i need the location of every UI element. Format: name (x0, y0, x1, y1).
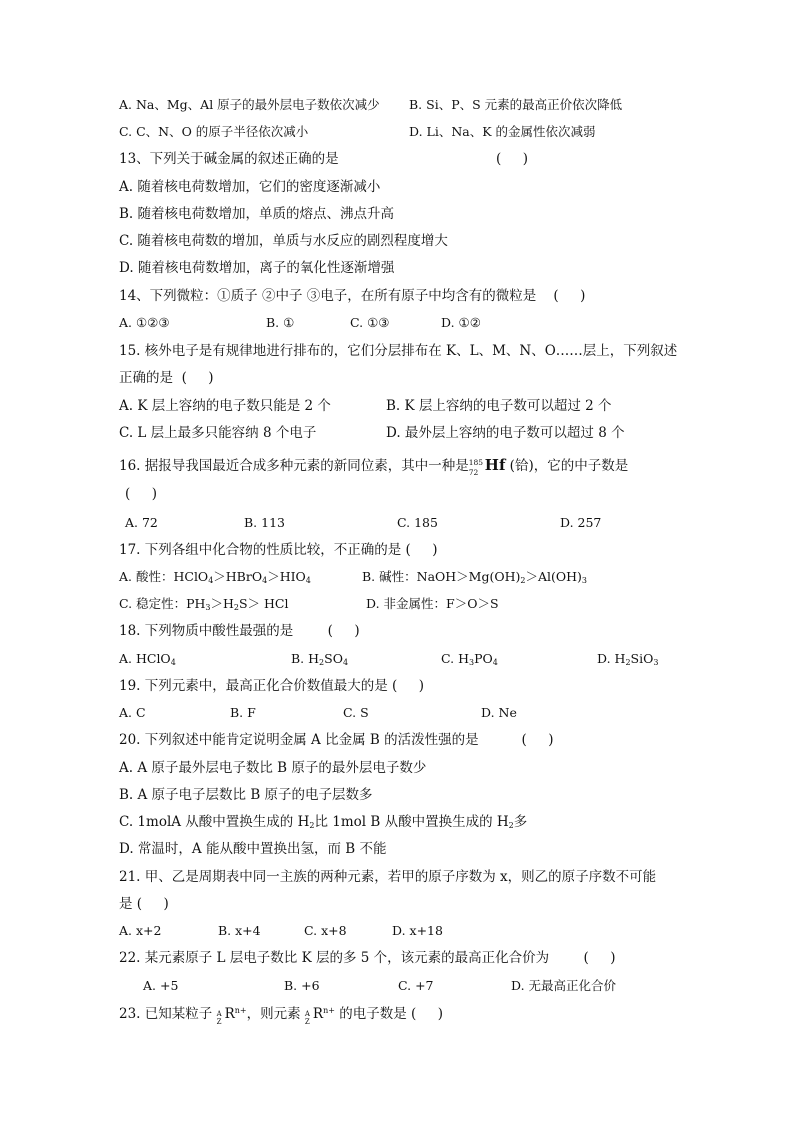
subscript: 3 (468, 658, 475, 667)
q18-b-text: SO (324, 651, 343, 666)
element-notation (304, 1005, 313, 1026)
q12-option-d: D. Li、Na、K 的金属性依次减弱 (409, 124, 596, 139)
q15-option-a: A. K 层上容纳的电子数只能是 2 个 (119, 398, 331, 414)
q15-option-d: D. 最外层上容纳的电子数可以超过 8 个 (386, 425, 625, 441)
q21-option-d: D. x+18 (392, 923, 443, 938)
q20-option-c (119, 813, 527, 831)
subscript: 2 (319, 658, 325, 667)
q14-option-d: D. ①② (441, 315, 481, 330)
q13-option-b: B. 随着核电荷数增加，单质的熔点、沸点升高 (119, 206, 395, 222)
q18-option-b (291, 650, 348, 668)
q16-option-d: D. 257 (560, 515, 602, 530)
q16-option-c: C. 185 (397, 515, 438, 530)
q22-option-c: C. +7 (398, 978, 434, 993)
q21-stem-line-1: 21. 甲、乙是周期表中同一主族的两种元素，若甲的原子序数为 x，则乙的原子序数不可能 (119, 869, 657, 885)
q20-c-text: 比 1mol B 从酸中置换生成的 H (314, 814, 509, 830)
q18-option-d (597, 650, 658, 668)
element-mass-number: A (304, 1010, 310, 1018)
subscript: 4 (305, 576, 311, 585)
q23-text: 23. 已知某粒子 (119, 1006, 217, 1022)
q16-stem (119, 456, 628, 475)
subscript: 4 (342, 658, 349, 667)
q19-option-a: A. C (119, 705, 146, 720)
element-atomic-number: Z (304, 1018, 310, 1026)
q14-option-b: B. ① (266, 315, 295, 330)
q19-option-b: B. F (230, 705, 256, 720)
isotope-mass-number: 185 (468, 458, 484, 467)
q19-stem: 19. 下列元素中，最高正化合价数值最大的是 ( ) (119, 678, 425, 694)
q20-option-a: A. A 原子最外层电子数比 B 原子的最外层电子数少 (119, 760, 427, 776)
q22-option-a: A. +5 (143, 978, 179, 993)
subscript: 3 (205, 603, 211, 612)
q18-a-text: A. HClO (119, 651, 171, 666)
q20-c-text: 多 (513, 814, 528, 830)
q13-option-a: A. 随着核电荷数增加，它们的密度逐渐减小 (119, 179, 381, 195)
isotope-atomic-number: 72 (468, 468, 479, 477)
q16-stem-text-end: (铪)，它的中子数是 (505, 458, 629, 474)
subscript: 2 (508, 821, 514, 830)
q21-stem-line-2: 是 ( ) (119, 896, 169, 912)
q17-option-d: D. 非金属性：F＞O＞S (366, 596, 499, 611)
q16-answer-blank: ( ) (125, 486, 157, 502)
q13-option-d: D. 随着核电荷数增加，离子的氧化性逐渐增强 (119, 260, 395, 276)
q17-c-text: ＞H (210, 596, 234, 611)
hafnium-isotope-notation (468, 456, 485, 477)
subscript: 4 (492, 658, 498, 667)
q17-a-text: ＞HBrO (213, 569, 263, 584)
q20-option-d: D. 常温时，A 能从酸中置换出氢，而 B 不能 (119, 841, 387, 857)
element-charge: n+ (323, 1006, 335, 1015)
q21-option-a: A. x+2 (119, 923, 162, 938)
q19-option-d: D. Ne (481, 705, 517, 720)
q18-c-text: PO (474, 651, 493, 666)
q12-option-b: B. Si、P、S 元素的最高正价依次降低 (409, 97, 623, 112)
q20-c-text: C. 1molA 从酸中置换生成的 H (119, 814, 310, 830)
q17-c-text: S＞ HCl (238, 596, 289, 611)
q15-option-c: C. L 层上最多只能容纳 8 个电子 (119, 425, 317, 441)
subscript: 4 (208, 576, 214, 585)
q14-option-a: A. ①②③ (119, 315, 170, 330)
subscript: 4 (262, 576, 268, 585)
q16-stem-text: 16. 据报导我国最近合成多种元素的新同位素，其中一种是 (119, 458, 469, 474)
q13-stem: 13、下列关于碱金属的叙述正确的是 (119, 151, 339, 167)
q16-option-b: B. 113 (244, 515, 285, 530)
q23-stem (119, 1005, 443, 1026)
q17-a-text: ＞HIO (267, 569, 306, 584)
q17-a-text: A. 酸性：HClO (119, 569, 209, 584)
q15-stem-line-2: 正确的是 ( ) (119, 370, 214, 386)
q17-b-text: ＞Al(OH) (525, 569, 582, 584)
q17-option-a (119, 568, 311, 586)
q18-d-text: D. H (597, 651, 626, 666)
q22-option-d: D. 无最高正化合价 (511, 978, 617, 993)
q18-c-text: C. H (441, 651, 469, 666)
q18-stem: 18. 下列物质中酸性最强的是 ( ) (119, 623, 360, 639)
q18-d-text: SiO (630, 651, 654, 666)
q16-option-a: A. 72 (125, 515, 158, 530)
particle-symbol: R (224, 1006, 235, 1022)
q14-option-c: C. ①③ (350, 315, 390, 330)
q18-option-c (441, 650, 498, 668)
q17-c-text: C. 稳定性：PH (119, 596, 206, 611)
isotope-symbol: Hf (484, 456, 506, 474)
q21-option-c: C. x+8 (304, 923, 347, 938)
subscript: 2 (625, 658, 631, 667)
q14-stem: 14、下列微粒：①质子 ②中子 ③电子，在所有原子中均含有的微粒是 ( ) (119, 288, 586, 304)
particle-notation (216, 1005, 225, 1026)
q19-option-c: C. S (343, 705, 369, 720)
q20-stem: 20. 下列叙述中能肯定说明金属 A 比金属 B 的活泼性强的是 ( ) (119, 732, 554, 748)
q23-text: 的电子数是 ( ) (334, 1006, 443, 1022)
q15-option-b: B. K 层上容纳的电子数可以超过 2 个 (386, 398, 612, 414)
q17-option-b (362, 568, 587, 586)
subscript: 3 (653, 658, 659, 667)
subscript: 2 (520, 576, 526, 585)
q22-option-b: B. +6 (284, 978, 320, 993)
subscript: 2 (309, 821, 315, 830)
q13-option-c: C. 随着核电荷数的增加，单质与水反应的剧烈程度增大 (119, 233, 448, 249)
particle-charge: n+ (234, 1006, 247, 1015)
q20-option-b: B. A 原子电子层数比 B 原子的电子层数多 (119, 787, 373, 803)
q22-stem: 22. 某元素原子 L 层电子数比 K 层的多 5 个，该元素的最高正化合价为 ( ) (119, 950, 616, 966)
q18-option-a (119, 650, 176, 668)
subscript: 4 (170, 658, 176, 667)
particle-atomic-number: Z (216, 1018, 222, 1026)
q15-stem-line-1: 15. 核外电子是有规律地进行排布的，它们分层排布在 K、L、M、N、O……层上，下列叙述 (119, 343, 678, 359)
subscript: 2 (233, 603, 239, 612)
q12-option-a: A. Na、Mg、Al 原子的最外层电子数依次减少 (119, 97, 380, 112)
q23-text: ，则元素 (246, 1006, 305, 1022)
q17-b-text: B. 碱性：NaOH＞Mg(OH) (362, 569, 521, 584)
q12-option-c: C. C、N、O 的原子半径依次减小 (119, 124, 309, 139)
q21-option-b: B. x+4 (218, 923, 261, 938)
element-symbol: R (312, 1006, 324, 1022)
q18-b-text: B. H (291, 651, 320, 666)
q17-stem: 17. 下列各组中化合物的性质比较，不正确的是 ( ) (119, 542, 438, 558)
q17-option-c (119, 595, 288, 613)
particle-mass-number: A (216, 1010, 222, 1018)
subscript: 3 (581, 576, 587, 585)
q13-answer-blank: ( ) (496, 151, 528, 167)
